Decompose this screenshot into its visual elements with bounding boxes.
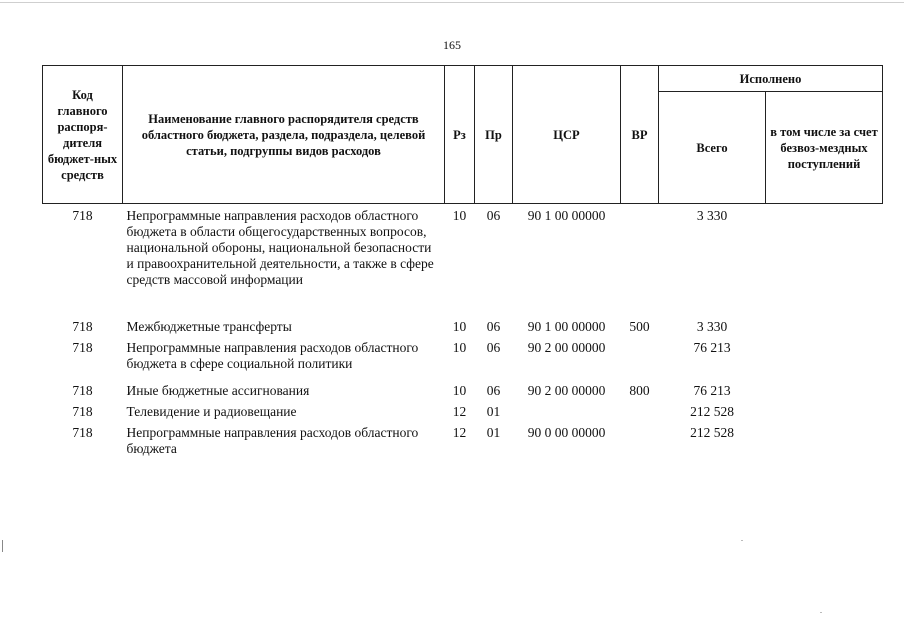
page-number: 165 bbox=[443, 38, 461, 52]
cell-csr: 90 2 00 00000 bbox=[527, 340, 606, 355]
cell-free bbox=[766, 382, 883, 403]
cell-total: 212 528 bbox=[690, 404, 734, 419]
cell-csr: 90 2 00 00000 bbox=[527, 383, 606, 398]
scan-speck bbox=[820, 612, 822, 613]
cell-rz: 10 bbox=[452, 319, 467, 334]
cell-rz: 10 bbox=[452, 340, 467, 355]
cell-pr: 06 bbox=[486, 340, 501, 355]
cell-name: Непрограммные направления расходов областного бюджета в сфере социальной политики bbox=[126, 340, 419, 371]
header-pr: Пр bbox=[475, 66, 513, 204]
header-rz: Рз bbox=[445, 66, 475, 204]
cell-free bbox=[766, 318, 883, 339]
cell-csr: 90 0 00 00000 bbox=[527, 425, 606, 440]
cell-vr bbox=[621, 424, 659, 461]
table-row bbox=[43, 204, 883, 319]
scan-margin-mark bbox=[2, 540, 7, 552]
cell-total: 3 330 bbox=[696, 208, 728, 223]
cell-rz: 12 bbox=[452, 404, 467, 419]
cell-name: Телевидение и радиовещание bbox=[126, 404, 297, 419]
cell-rz: 12 bbox=[452, 425, 467, 440]
cell-csr bbox=[513, 403, 621, 424]
cell-code: 718 bbox=[72, 208, 93, 223]
cell-code: 718 bbox=[72, 404, 93, 419]
table-row bbox=[43, 339, 883, 382]
cell-code: 718 bbox=[72, 319, 93, 334]
table-header bbox=[43, 66, 883, 204]
cell-csr: 90 1 00 00000 bbox=[527, 208, 606, 223]
cell-pr: 06 bbox=[486, 319, 501, 334]
cell-name: Межбюджетные трансферты bbox=[126, 319, 292, 334]
cell-total: 76 213 bbox=[693, 383, 731, 398]
header-total: Всего bbox=[659, 92, 766, 204]
cell-free bbox=[766, 403, 883, 424]
header-csr: ЦСР bbox=[513, 66, 621, 204]
cell-total: 3 330 bbox=[696, 319, 728, 334]
cell-total: 76 213 bbox=[693, 340, 731, 355]
cell-vr bbox=[621, 403, 659, 424]
cell-csr: 90 1 00 00000 bbox=[527, 319, 606, 334]
cell-pr: 06 bbox=[486, 383, 501, 398]
header-executed: Исполнено bbox=[659, 66, 883, 92]
budget-table bbox=[42, 65, 883, 461]
table-row bbox=[43, 318, 883, 339]
cell-code: 718 bbox=[72, 340, 93, 355]
header-vr: ВР bbox=[621, 66, 659, 204]
cell-free bbox=[766, 339, 883, 382]
header-free-receipts: в том числе за счет безвоз-мездных поступлений bbox=[766, 92, 883, 204]
cell-pr: 01 bbox=[486, 404, 501, 419]
table-body bbox=[43, 204, 883, 462]
cell-name: Непрограммные направления расходов областного бюджета в области общегосударственных вопросов, национальной обороны, национальной безопасности и правоохранительной деятельности, а также в сфере средств массовой информации bbox=[126, 208, 434, 287]
cell-name: Непрограммные направления расходов областного бюджета bbox=[126, 425, 419, 456]
cell-vr: 500 bbox=[629, 319, 650, 334]
cell-name: Иные бюджетные ассигнования bbox=[126, 383, 310, 398]
cell-free bbox=[766, 424, 883, 461]
scan-speck bbox=[741, 540, 743, 541]
cell-vr bbox=[621, 204, 659, 319]
header-code: Код главного распоря-дителя бюджет-ных средств bbox=[43, 66, 123, 204]
table-row bbox=[43, 382, 883, 403]
cell-code: 718 bbox=[72, 383, 93, 398]
table-row bbox=[43, 403, 883, 424]
cell-total: 212 528 bbox=[690, 425, 734, 440]
cell-code: 718 bbox=[72, 425, 93, 440]
table-row bbox=[43, 424, 883, 461]
scan-top-edge bbox=[0, 2, 904, 3]
cell-free bbox=[766, 204, 883, 319]
cell-pr: 06 bbox=[486, 208, 501, 223]
budget-table-container bbox=[42, 65, 882, 461]
cell-pr: 01 bbox=[486, 425, 501, 440]
cell-rz: 10 bbox=[452, 208, 467, 223]
header-name: Наименование главного распорядителя средств областного бюджета, раздела, подраздела, целевой статьи, подгруппы видов расходов bbox=[123, 66, 445, 204]
cell-vr: 800 bbox=[629, 383, 650, 398]
cell-vr bbox=[621, 339, 659, 382]
cell-rz: 10 bbox=[452, 383, 467, 398]
